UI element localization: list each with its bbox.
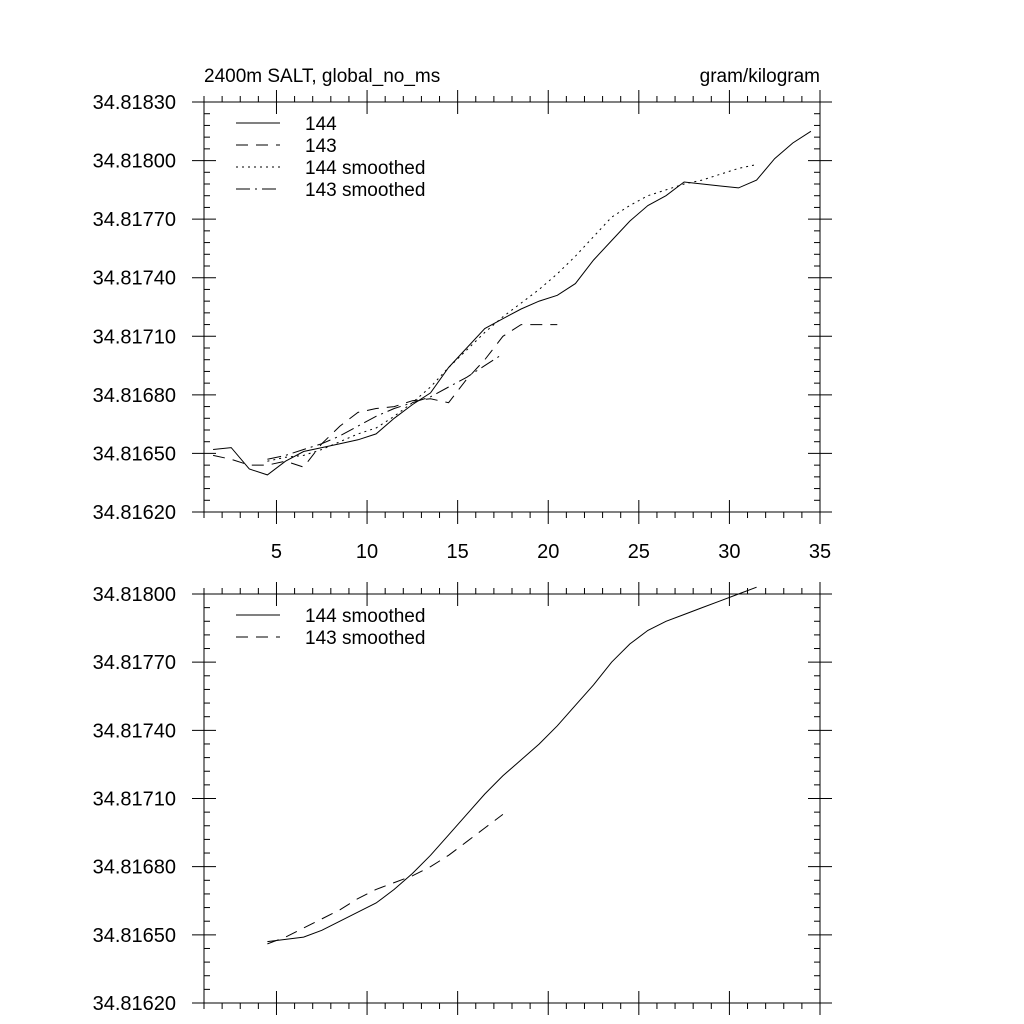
x-tick-label: 35 [808, 541, 832, 563]
legend-label: 143 smoothed [305, 628, 426, 649]
x-tick-label: 5 [270, 541, 283, 563]
x-tick-label: 30 [718, 541, 741, 563]
y-tick-label: 34.81740 [92, 267, 176, 290]
y-tick-label: 34.81830 [92, 92, 176, 114]
y-tick-label: 34.81680 [92, 384, 176, 407]
chart-title-right: gram/kilogram [699, 66, 820, 87]
legend-label: 144 [305, 114, 337, 135]
y-tick-label: 34.81770 [92, 209, 176, 232]
y-tick-label: 34.81710 [92, 326, 176, 349]
y-tick-label: 34.81740 [92, 720, 176, 743]
bottom-smoothed-panel [93, 582, 832, 1015]
series-line-143-smoothed [267, 354, 503, 459]
y-tick-label: 34.81620 [92, 993, 176, 1015]
y-tick-label: 34.81650 [92, 443, 176, 466]
x-tick-label: 10 [355, 541, 379, 563]
y-tick-label: 34.81680 [92, 856, 176, 879]
series-line-143-smoothed [267, 814, 503, 944]
y-tick-label: 34.81650 [92, 924, 176, 947]
y-tick-label: 34.81800 [92, 150, 176, 173]
x-tick-label: 20 [537, 541, 560, 563]
x-tick-label: 15 [446, 541, 469, 563]
plot-frame [204, 102, 820, 512]
legend-label: 144 smoothed [305, 158, 426, 179]
series-line-144 [213, 131, 811, 475]
legend-label: 144 smoothed [305, 606, 426, 627]
series-line-144-smoothed [267, 165, 756, 462]
y-tick-label: 34.81710 [92, 788, 176, 811]
x-tick-label: 25 [627, 541, 650, 563]
series-line-143 [213, 325, 557, 468]
plot-frame [204, 594, 820, 1003]
chart-title-left: 2400m SALT, global_no_ms [204, 66, 441, 87]
y-tick-label: 34.81770 [92, 652, 176, 675]
y-tick-label: 34.81620 [92, 502, 176, 524]
legend-label: 143 smoothed [305, 180, 426, 201]
legend-label: 143 [305, 136, 337, 157]
y-tick-label: 34.81800 [92, 584, 176, 606]
top-salinity-panel [93, 66, 832, 563]
